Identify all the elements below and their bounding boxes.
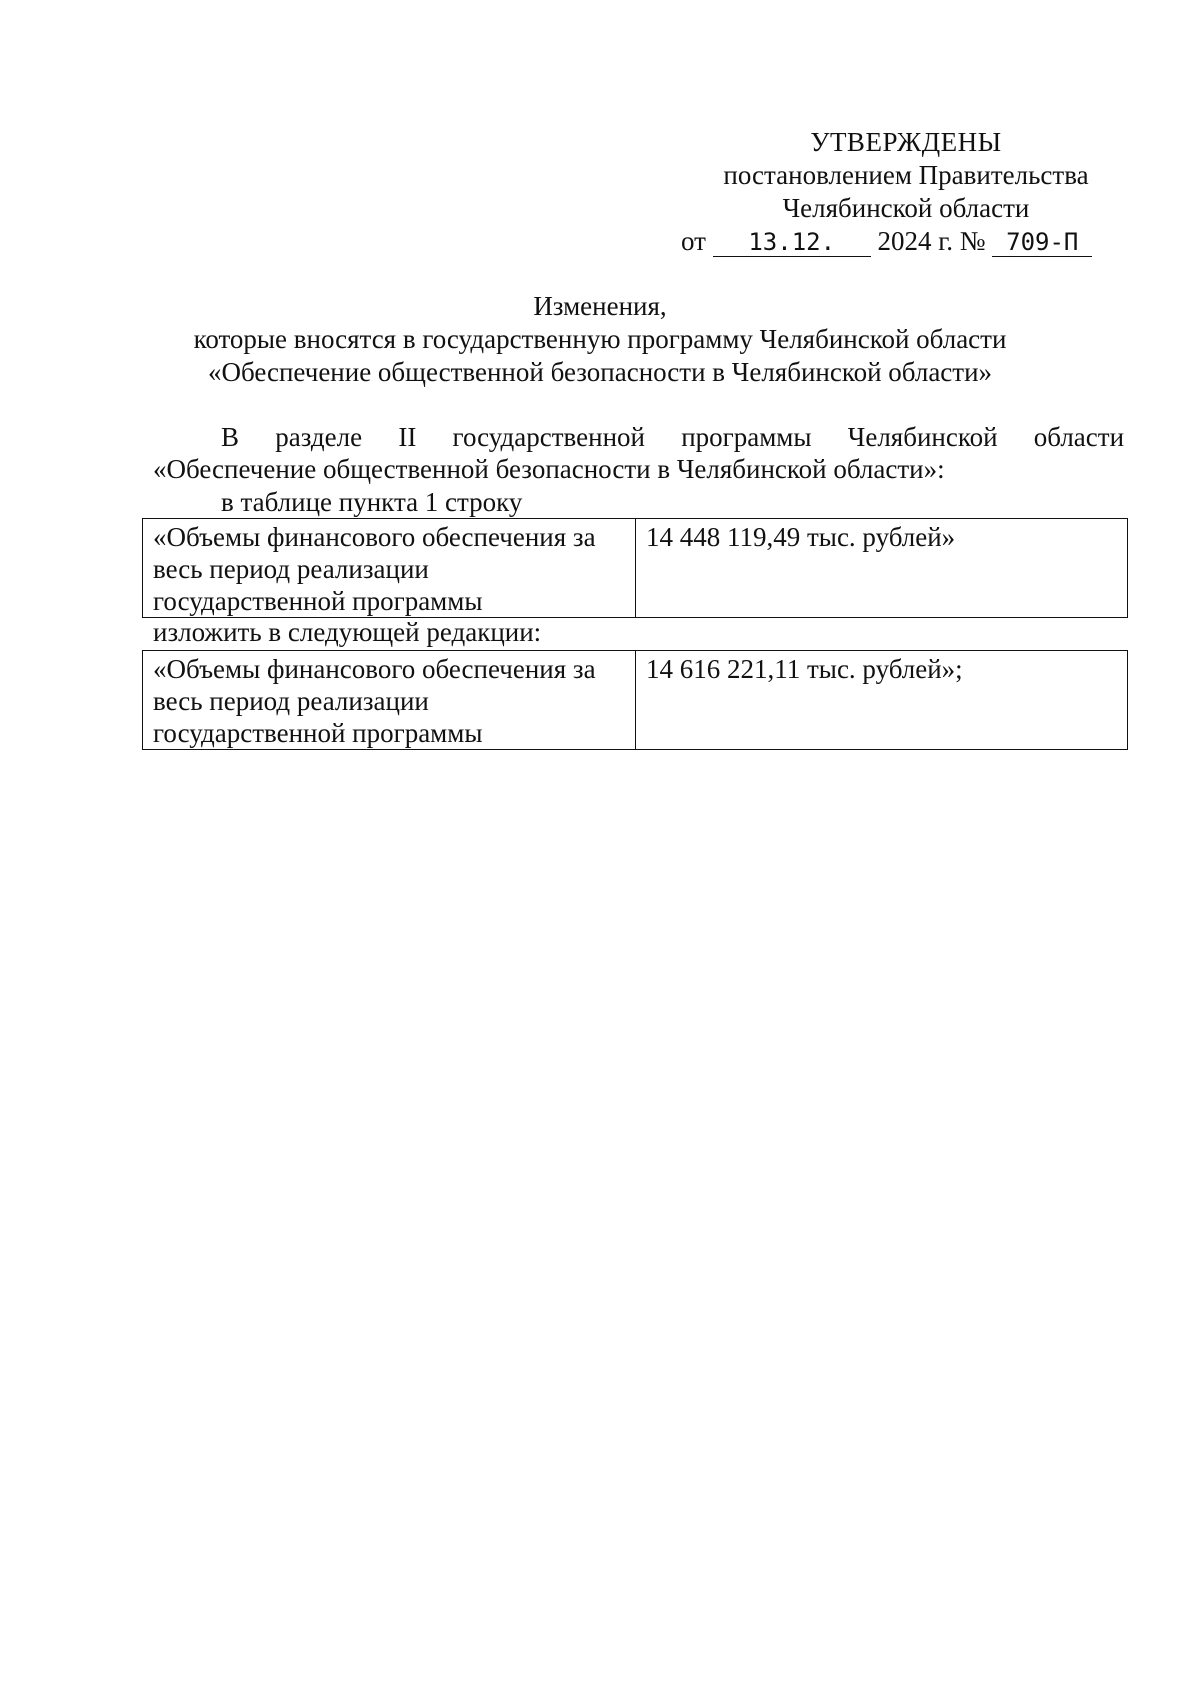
table-row [143,651,1128,750]
funding-value-cell [636,651,1128,750]
table-intro-text: в таблице пункта 1 строку [221,487,523,517]
section-paragraph [153,421,1124,485]
funding-label-cell [143,651,636,750]
funding-label-line: государственной программы [153,718,483,748]
approval-region-line: Челябинской области [782,193,1030,223]
approval-title: УТВЕРЖДЕНЫ [810,127,1002,157]
document-heading [0,290,1200,389]
paragraph-word: государственной [452,422,645,452]
table-row [143,519,1128,618]
heading-title: Изменения, [533,291,667,321]
funding-label-line: «Объемы финансового обеспечения за [153,522,596,552]
paragraph-word: разделе [275,422,363,452]
funding-label-line: весь период реализации [153,686,429,716]
date-stamp: 13.12. [713,228,871,257]
approval-date-line [681,225,1126,258]
paragraph-word: Челябинской [847,422,998,452]
funding-label-line: «Объемы финансового обеспечения за [153,654,596,684]
date-prefix: от [681,226,706,256]
heading-program-name: «Обеспечение общественной безопасности в Челябинской области» [207,357,993,387]
section-paragraph-second-line: «Обеспечение общественной безопасности в Челябинской области»: [153,454,945,484]
heading-subtitle: которые вносятся в государственную программу Челябинской области [193,324,1007,354]
funding-label-line: весь период реализации [153,554,429,584]
year-text: 2024 г. № [877,226,986,256]
paragraph-word: программы [681,422,812,452]
paragraph-word: области [1033,422,1125,452]
funding-value: 14 616 221,11 тыс. рублей»; [646,654,963,684]
approval-block [681,126,1126,258]
funding-value-cell [636,519,1128,618]
paragraph-word: В [221,422,240,452]
funding-value: 14 448 119,49 тыс. рублей» [646,522,956,552]
new-funding-table [142,650,1128,750]
funding-label-cell [143,519,636,618]
old-funding-table [142,518,1128,618]
approval-resolution-line: постановлением Правительства [723,160,1089,190]
resolution-number-stamp: 709-П [992,228,1092,257]
paragraph-word: II [398,422,417,452]
funding-label-line: государственной программы [153,586,483,616]
section-paragraph-first-line [153,421,1124,453]
replace-intro-text: изложить в следующей редакции: [153,617,542,647]
